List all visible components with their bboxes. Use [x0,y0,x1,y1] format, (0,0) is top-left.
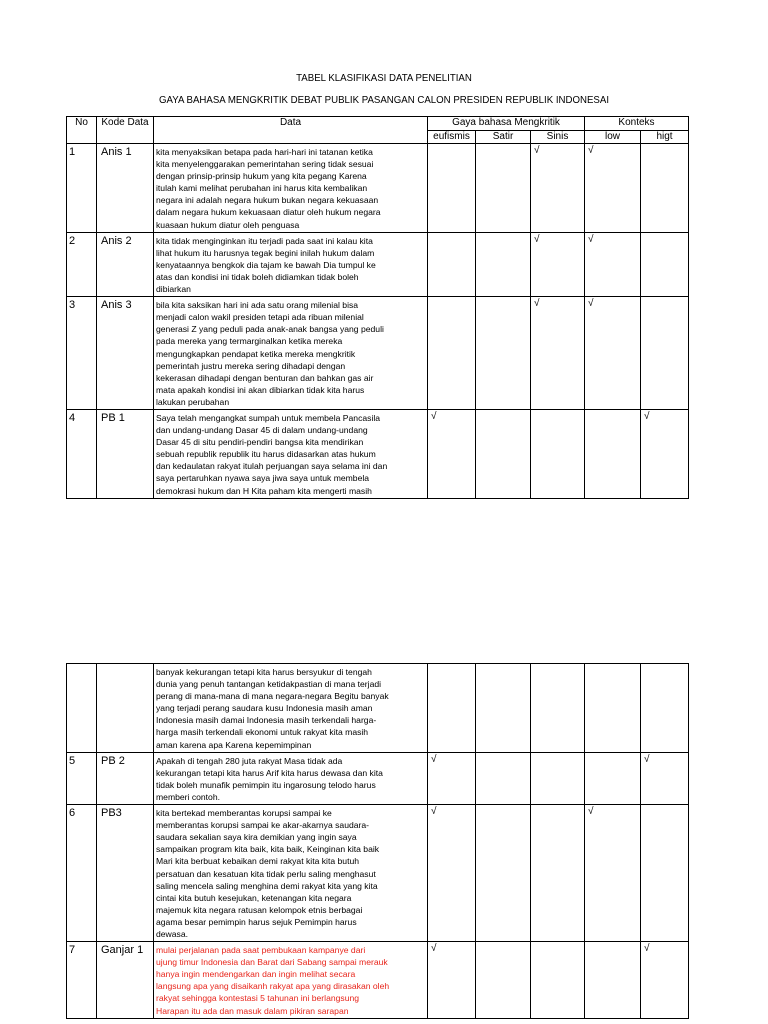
data-line: dibiarkan [156,284,191,295]
mark-eufismis: √ [428,805,476,942]
mark-sinis [531,752,585,804]
table-row [67,144,689,233]
mark-sinis [531,942,585,1019]
row-number: 3 [67,297,97,410]
row-data-text [154,752,428,804]
table-title: TABEL KLASIFIKASI DATA PENELITIAN [296,72,472,84]
data-line: dan undang-undang Dasar 45 di dalam undang-undang [156,425,368,436]
mark-low [585,664,641,753]
row-data-text [154,232,428,296]
data-line: agama besar pemimpin harus sejuk Pemimpin harus [156,916,357,927]
data-line: kita tidak menginginkan itu terjadi pada saat ini kalau kita [156,235,373,246]
header-sinis: Sinis [531,131,585,144]
mark-high [641,664,689,753]
mark-sinis [531,664,585,753]
data-line: perang di mana-mana di mana negara-negara Begitu banyak [156,691,389,702]
mark-high [641,297,689,410]
header-eufismis: eufismis [428,131,476,144]
header-low: low [585,131,641,144]
data-line: mulai perjalanan pada saat pembukaan kampanye dari [156,945,366,956]
mark-satir [476,409,531,498]
data-line: hanya ingin mendengarkan dan ingin melihat secara [156,969,356,980]
data-line: dunia yang penuh tantangan ketidakpastian di mana terjadi [156,679,382,690]
data-line: atas dan kondisi ini tidak boleh didiamkan tidak boleh [156,271,359,282]
data-line: pada mereka yang termarginalkan ketika mereka [156,336,343,347]
data-line: lakukan perubahan [156,396,230,407]
data-line: itulah kami melihat perubahan ini harus kita kembalikan [156,183,368,194]
data-line: Saya telah mengangkat sumpah untuk membela Pancasila [156,412,381,423]
mark-eufismis [428,297,476,410]
mark-high [641,805,689,942]
mark-sinis [531,409,585,498]
mark-low: √ [585,297,641,410]
mark-satir [476,942,531,1019]
mark-low [585,409,641,498]
table-row [67,664,689,753]
row-kode-data: Ganjar 1 [97,942,154,1019]
row-number: 5 [67,752,97,804]
data-line: dalam negara hukum kekuasaan diatur oleh hukum negara [156,207,381,218]
row-kode-data: Anis 1 [97,144,154,233]
mark-high [641,232,689,296]
classification-table [66,116,689,499]
row-data-text [154,409,428,498]
data-line: dewasa. [156,928,189,939]
data-line: Dasar 45 di situ pendiri-pendiri bangsa kita mendirikan [156,437,364,448]
data-line: pemerintah justru mereka sering dihadapi dengan [156,360,346,371]
mark-low: √ [585,232,641,296]
mark-high: √ [641,409,689,498]
table-row [67,752,689,804]
mark-satir [476,144,531,233]
mark-high [641,144,689,233]
header-high: higt [641,131,689,144]
data-line: majemuk kita negara ratusan kelompok etnis berbagai [156,904,363,915]
data-line: banyak kekurangan tetapi kita harus bersyukur di tengah [156,667,372,677]
data-line: sebuah republik republik itu harus didasarkan atas hukum [156,449,376,460]
table-row [67,409,689,498]
mark-satir [476,297,531,410]
mark-satir [476,232,531,296]
mark-sinis [531,805,585,942]
data-line: dengan prinsip-prinsip hukum yang kita pegang Karena [156,171,367,182]
mark-low [585,942,641,1019]
row-data-text [154,297,428,410]
table-row [67,805,689,942]
header-gaya-bahasa: Gaya bahasa Mengkritik [428,117,585,131]
data-line: langsung apa yang disaikanh rakyat apa yang dirasakan oleh [156,981,390,992]
row-data-text [154,942,428,1019]
mark-satir [476,805,531,942]
row-number: 6 [67,805,97,942]
row-number [67,664,97,753]
data-line: persatuan dan kesatuan kita tidak perlu saling menghasut [156,868,376,879]
mark-sinis: √ [531,144,585,233]
data-line: Harapan itu ada dan masuk dalam pikiran sarapan [156,1005,349,1016]
data-line: saling mencela saling menghina demi rakyat kita yang kita [156,880,378,891]
data-line: lihat hukum itu harusnya tegak begini inilah hukum dalam [156,247,375,258]
data-line: demokrasi hukum dan H Kita paham kita mengerti masih [156,485,372,496]
data-line: kekerasan dihadapi dengan benturan dan bahkan gas air [156,372,374,383]
row-data-text [154,805,428,942]
data-line: kita menyelenggarakan pemerintahan sering tidak sesuai [156,159,374,170]
data-line: dan kedaulatan rakyat itulah perjuangan saya selama ini dan [156,461,388,472]
row-kode-data [97,664,154,753]
data-line: memberi contoh. [156,791,221,802]
table-row [67,297,689,410]
data-line: Apakah di tengah 280 juta rakyat Masa tidak ada [156,755,343,766]
row-kode-data: Anis 2 [97,232,154,296]
data-line: kenyataannya bengkok dia tajam ke bawah Dia tumpul ke [156,259,376,270]
data-line: harga masih terkendali ekonomi untuk rakyat kita masih [156,727,369,738]
data-line: kuasaan hukum diatur oleh penguasa [156,219,300,230]
row-data-text [154,144,428,233]
data-line: kita menyaksikan betapa pada hari-hari ini tatanan ketika [156,147,373,157]
row-data-text [154,664,428,753]
mark-eufismis: √ [428,752,476,804]
data-line: cintai kita butuh kesejukan, ketenangan kita negara [156,892,352,903]
header-satir: Satir [476,131,531,144]
mark-low: √ [585,144,641,233]
mark-eufismis [428,144,476,233]
data-line: memberantas korupsi sampai ke akar-akarnya saudara- [156,820,370,831]
data-line: saya pertaruhkan nyawa saya jiwa saya untuk membela [156,473,370,484]
data-line: bila kita saksikan hari ini ada satu orang milenial bisa [156,300,359,311]
data-line: saudara sekalian saya kira demikian yang ingin saya [156,832,357,843]
table-row [67,232,689,296]
data-line: yang terjadi perang saudara kusu Indonesia masih aman [156,703,373,714]
data-line: kita bertekad memberantas korupsi sampai ke [156,808,332,819]
row-number: 4 [67,409,97,498]
classification-table-continued [66,663,689,1019]
mark-eufismis [428,664,476,753]
mark-high: √ [641,752,689,804]
data-line: generasi Z yang peduli pada anak-anak bangsa yang peduli [156,324,384,335]
row-kode-data: PB3 [97,805,154,942]
row-number: 7 [67,942,97,1019]
mark-low [585,752,641,804]
data-line: rakyat sehingga kontestasi 5 tahunan ini berlangsung [156,993,360,1004]
mark-high: √ [641,942,689,1019]
header-no: No [67,117,97,144]
mark-low: √ [585,805,641,942]
header-kode-data: Kode Data [97,117,154,144]
data-line: mata apakah kondisi ini akan dibiarkan tidak kita harus [156,384,365,395]
data-line: aman karena apa Karena kepemimpinan [156,739,312,750]
data-line: kekurangan tetapi kita harus Arif kita harus dewasa dan kita [156,767,383,778]
data-line: sampaikan program kita baik, kita baik, Keinginan kita baik [156,844,380,855]
table-row [67,942,689,1019]
mark-sinis: √ [531,297,585,410]
data-line: Indonesia masih damai Indonesia masih terkendali harga- [156,715,377,726]
row-kode-data: PB 1 [97,409,154,498]
data-line: negara ini adalah negara hukum bukan negara kekuasaan [156,195,379,206]
data-line: tidak boleh munafik pemimpin itu ingarosung telodo harus [156,779,376,790]
data-line: ujung timur Indonesia dan Barat dari Sabang sampai merauk [156,957,388,968]
mark-eufismis: √ [428,409,476,498]
mark-eufismis [428,232,476,296]
data-line: Mari kita berbuat kebaikan demi rakyat kita kita butuh [156,856,360,867]
row-number: 2 [67,232,97,296]
data-line: menjadi calon wakil presiden tetapi ada ribuan milenial [156,312,364,323]
header-konteks: Konteks [585,117,689,131]
data-line: mengungkapkan pendapat ketika mereka mengkritik [156,348,356,359]
table-subtitle: GAYA BAHASA MENGKRITIK DEBAT PUBLIK PASANGAN CALON PRESIDEN REPUBLIK INDONESAI [158,94,610,106]
header-data: Data [154,117,428,144]
mark-satir [476,752,531,804]
row-kode-data: PB 2 [97,752,154,804]
mark-eufismis: √ [428,942,476,1019]
mark-sinis: √ [531,232,585,296]
mark-satir [476,664,531,753]
row-number: 1 [67,144,97,233]
row-kode-data: Anis 3 [97,297,154,410]
